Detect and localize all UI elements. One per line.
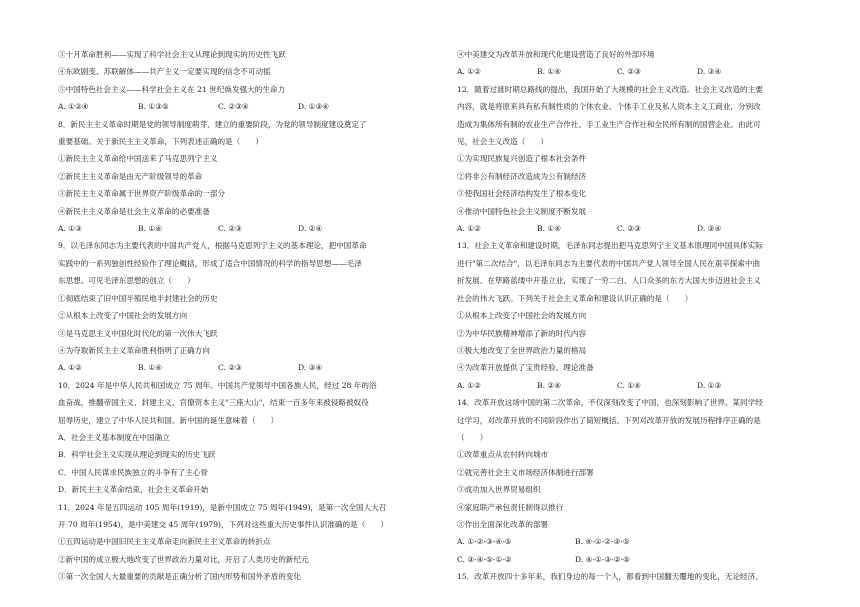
answer-option: D. ④-①-③-②-⑤ <box>575 554 630 564</box>
text-line: 12．随着过渡时期总路线的提出，我国开始了大规模的社会主义改造。社会主义改造的主要 <box>457 84 763 94</box>
answer-option: A. ①② <box>58 363 82 373</box>
text-line: 过学习，对改革开放的不同阶段作出了简短概括。下列对改革开放的发展历程排序正确的是 <box>457 415 761 425</box>
text-line: ④为改革开放提供了宝贵经验、理论准备 <box>457 363 594 373</box>
text-line: B．科学社会主义实现从理论到现实的历史飞跃 <box>58 450 216 460</box>
text-line: 东思想。可见毛泽东思想的创立（ ） <box>58 276 195 286</box>
answer-options <box>457 63 819 80</box>
answer-option: B. ④-①-②-③-⑤ <box>575 537 630 547</box>
answer-option: C. ①④ <box>617 380 641 390</box>
text-line: ④中美建交为改革开放和现代化建设营造了良好的外部环境 <box>457 50 655 59</box>
answer-option: A. ①②④ <box>58 102 89 112</box>
text-line: 内容，就是将原来具有私有制性质的个体农业、个体手工业及私人资本主义工商业，分别改 <box>457 102 761 112</box>
answer-option: A. ①③ <box>58 224 82 234</box>
answer-option: D. ①③④ <box>298 102 330 112</box>
text-line: 实践中的一系列独创性经验作了理论概括，形成了适合中国情况的科学的指导思想——毛泽 <box>58 258 362 268</box>
text-line: 社会的伟大飞跃。下列关于社会主义革命和建设认识正确的是（ ） <box>457 293 693 303</box>
text-line: ②将非公有制经济改造成为公有制经济 <box>457 171 587 181</box>
text-line: 开 70 周年(1954)，是中美建交 45 周年(1979)，下列对这些重大历史事件认识准确的是（ ） <box>58 519 389 529</box>
text-line: 造成为集体所有制的农业生产合作社、手工业生产合作社和全民所有制的国营企业。由此可 <box>457 119 761 129</box>
answer-options <box>58 220 416 237</box>
text-line: ③第一次全国人大最重要的贡献是正确分析了国内形势和国外矛盾的变化 <box>58 572 301 582</box>
answer-options <box>457 220 819 237</box>
answer-option: D. ③④ <box>697 224 722 234</box>
text-line: 屈辱历史，建立了中华人民共和国。新中国的诞生意味着（ ） <box>58 415 279 425</box>
text-line: ②为中华民族精神增添了新的时代内容 <box>457 328 587 338</box>
text-line: ②从根本上改变了中国社会的发展方向 <box>58 311 188 321</box>
text-line: 10．2024 年是中华人民共和国成立 75 周年。中国共产党领导中国各族人民，经过 28 年的浴 <box>58 380 377 390</box>
answer-option: C. ②③ <box>617 224 641 234</box>
answer-option: B. ①④ <box>138 224 163 234</box>
answer-options <box>457 533 819 550</box>
text-line: 见，社会主义改造（ ） <box>457 137 549 147</box>
text-line: ①从根本上改变了中国社会的发展方向 <box>457 311 587 321</box>
text-line: ③十月革命胜利——实现了科学社会主义从理论到现实的历史性飞跃 <box>58 50 286 59</box>
answer-option: B. ①③⑤ <box>138 102 169 112</box>
text-line: ①新民主主义革命给中国送来了马克思列宁主义 <box>58 154 218 164</box>
answer-option: D. ②④ <box>298 224 323 234</box>
answer-option: B. ①④ <box>537 67 562 77</box>
answer-option: C. ②③④ <box>218 102 249 112</box>
left-column <box>58 46 416 586</box>
text-line: ①改革重点从农村转向城市 <box>457 450 549 460</box>
answer-option: C. ②③ <box>218 363 242 373</box>
text-line: D．新民主主义革命结束，社会主义革命开始 <box>58 485 209 495</box>
answer-option: C. ②③ <box>218 224 242 234</box>
text-line: ①五四运动是中国旧民主主义革命走向新民主主义革命的转折点 <box>58 537 271 547</box>
right-column <box>457 46 819 586</box>
text-line: ①为实现民族复兴创造了根本社会条件 <box>457 154 587 164</box>
answer-option: B. ①④ <box>138 363 163 373</box>
text-line: ④东欧剧变、苏联解体——共产主义一定要实现的信念不可动摇 <box>58 67 271 77</box>
answer-option: B. ①④ <box>537 224 562 234</box>
answer-option: D. ①③ <box>697 380 722 390</box>
answer-options <box>58 98 416 115</box>
text-line: A．社会主义基本制度在中国确立 <box>58 432 170 442</box>
text-line: 9．以毛泽东同志为主要代表的中国共产党人，根据马克思列宁主义的基本理论，把中国革命 <box>58 241 367 251</box>
answer-option: A. ①-②-③-④-⑤ <box>457 537 512 547</box>
text-line: ③是马克思主义中国化时代化的第一次伟大飞跃 <box>58 328 218 338</box>
text-line: 折发展、在筚路蓝缕中开基立业，实现了一穷二白、人口众多的东方大国大步迈进社会主义 <box>457 276 761 286</box>
text-line: ④推动中国特色社会主义制度不断发展 <box>457 206 587 216</box>
text-line: 13．社会主义革命和建设时期，毛泽东同志提出把马克思列宁主义基本原理同中国具体实际 <box>457 241 763 251</box>
text-line: ③使我国社会经济结构发生了根本变化 <box>457 189 587 199</box>
answer-option: D. ③④ <box>697 67 722 77</box>
answer-option: C. ②③ <box>617 67 641 77</box>
text-line: 重要基础。关于新民主主义革命，下列表述正确的是（ ） <box>58 137 264 147</box>
answer-options <box>457 551 819 568</box>
text-line: 14．改革开放这场中国的第二次革命，不仅深刻改变了中国，也深刻影响了世界。某同学经 <box>457 398 763 408</box>
answer-options <box>58 359 416 376</box>
text-line: ⑤作出全面深化改革的部署 <box>457 519 549 529</box>
text-line: 11．2024 年是五四运动 105 周年(1919)，是新中国成立 75 周年(1949)，是第一次全国人大召 <box>58 502 387 512</box>
text-line: 15．改革开放四十多年来，我们身边的每一个人，都看到中国翻天覆地的变化，无论经济、 <box>457 572 763 582</box>
text-line: ④新民主主义革命是社会主义革命的必要准备 <box>58 206 210 216</box>
text-line: 8．新民主主义革命时期是党的领导制度萌芽、建立的重要阶段，为党的领导制度建设奠定了 <box>58 119 367 129</box>
text-line: ④家庭联产承包责任制得以推行 <box>457 502 564 512</box>
text-line: ②新民主主义革命是由无产阶级领导的革命 <box>58 171 203 181</box>
text-line: 进行"第二次结合"，以毛泽东同志为主要代表的中国共产党人领导全国人民在艰辛探索中曲 <box>457 258 761 268</box>
text-line: ③成功加入世界贸易组织 <box>457 485 541 495</box>
text-line: ①彻底结束了旧中国半殖民地半封建社会的历史 <box>58 293 218 303</box>
answer-option: D. ③④ <box>298 363 323 373</box>
text-line: ②新中国的成立极大地改变了世界政治力量对比，开启了人类历史的新纪元 <box>58 554 309 564</box>
answer-options <box>457 377 819 394</box>
text-line: （ ） <box>457 432 488 442</box>
text-line: ③极大地改变了全世界政治力量的格局 <box>457 345 587 355</box>
answer-option: A. ①② <box>457 380 481 390</box>
text-line: 血奋战，推翻帝国主义、封建主义、官僚资本主义"三座大山"，结束一百多年来被侵略被奴役 <box>58 398 369 408</box>
answer-option: A. ①② <box>457 224 481 234</box>
text-line: C．中国人民谋求民族独立的斗争有了主心骨 <box>58 467 209 477</box>
text-line: ③新民主主义革命属于世界资产阶级革命的一部分 <box>58 189 226 199</box>
answer-option: C. ③-④-⑤-①-② <box>457 554 512 564</box>
text-line: ⑤中国特色社会主义——科学社会主义在 21 世纪焕发强大的生命力 <box>58 84 286 94</box>
answer-option: B. ②④ <box>537 380 562 390</box>
text-line: ④为夺取新民主主义革命胜利指明了正确方向 <box>58 345 210 355</box>
text-line: ②就完善社会主义市场经济体制进行部署 <box>457 467 594 477</box>
answer-option: A. ①② <box>457 67 481 77</box>
